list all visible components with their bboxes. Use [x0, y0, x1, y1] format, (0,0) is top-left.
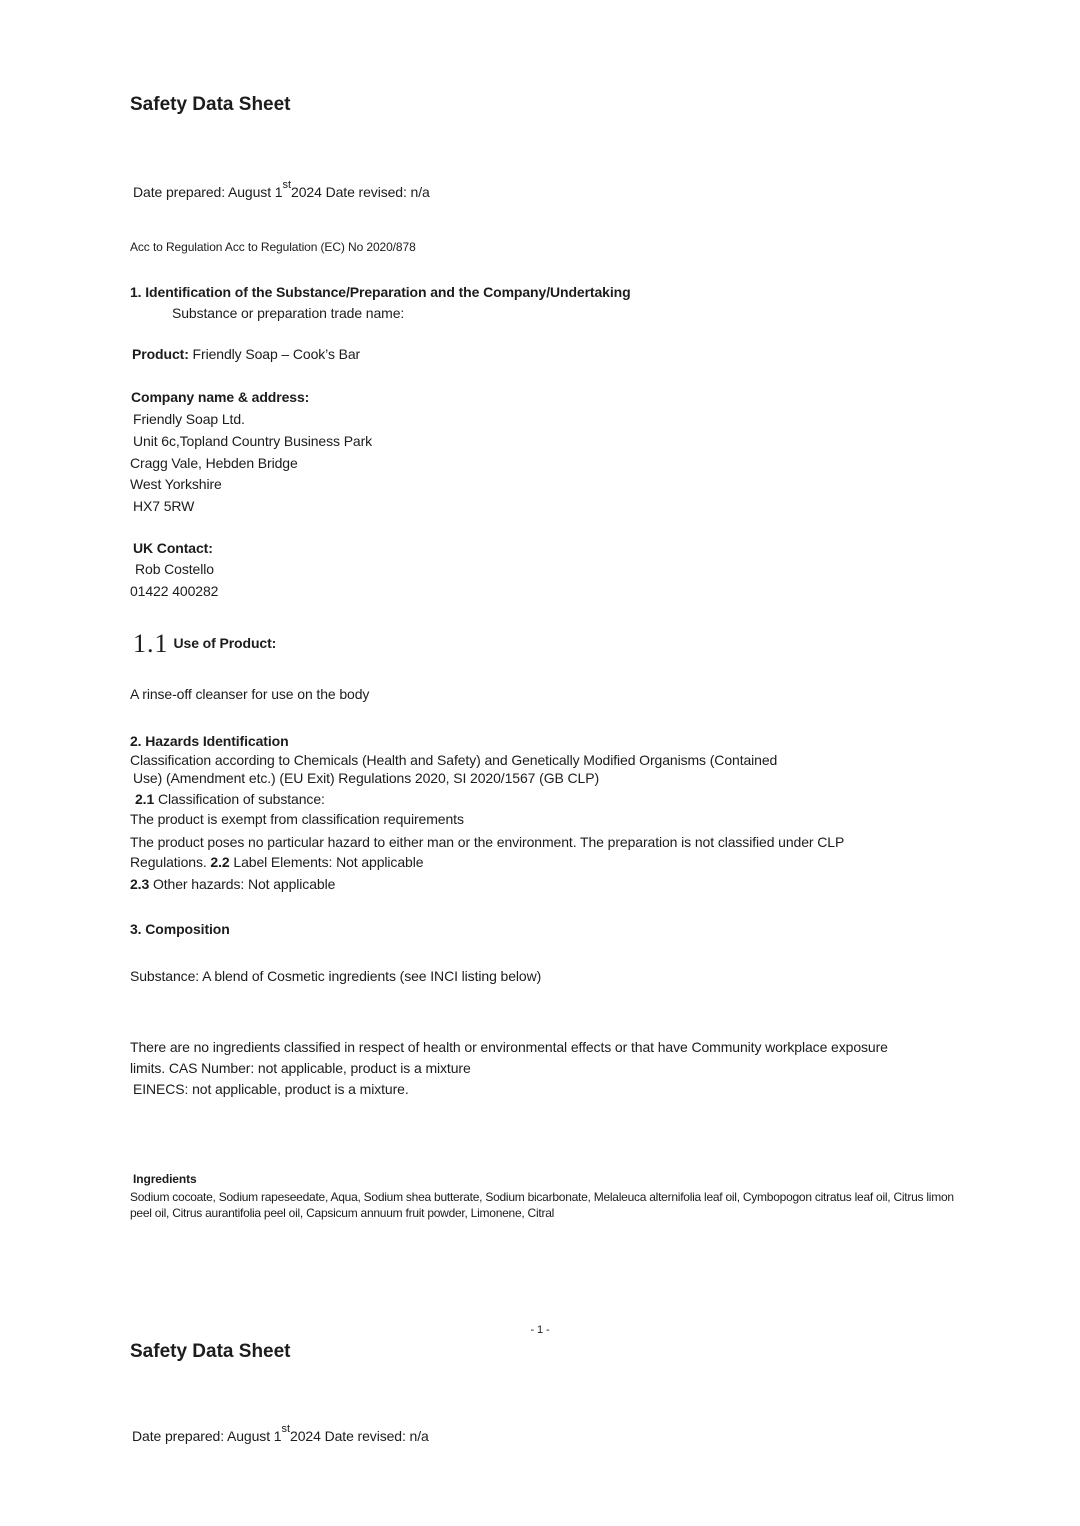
exempt-line: The product is exempt from classification requirements: [130, 811, 464, 827]
subsection-1-1-line: [133, 631, 276, 657]
trade-name-line: Substance or preparation trade name:: [172, 305, 405, 321]
no-classified-line-1: There are no ingredients classified in respect of health or environmental effects or that have Community workplace exposure: [130, 1039, 888, 1055]
section3-heading: 3. Composition: [130, 921, 230, 937]
product-line: [132, 346, 360, 364]
contact-phone: 01422 400282: [130, 583, 219, 599]
ingredients-line-2: peel oil, Citrus aurantifolia peel oil, Capsicum annuum fruit powder, Limonene, Citral: [130, 1206, 555, 1220]
subsection-2-3-text: Other hazards: Not applicable: [149, 876, 336, 892]
product-label: Product:: [132, 346, 189, 362]
subsection-2-1-number: 2.1: [135, 791, 155, 807]
address-line-2: Unit 6c,Topland Country Business Park: [133, 433, 373, 449]
doc-title-page2: Safety Data Sheet: [130, 1341, 291, 1362]
no-classified-line-2: limits. CAS Number: not applicable, product is a mixture: [130, 1060, 471, 1076]
ingredients-line-1: Sodium cocoate, Sodium rapeseedate, Aqua, Sodium shea butterate, Sodium bicarbonate, Melaleuca alternifolia leaf oil, Cymbopogon citratus leaf oil, Citrus limon: [130, 1190, 954, 1204]
company-heading: Company name & address:: [131, 389, 310, 405]
subsection-2-1-text: Classification of substance:: [154, 791, 325, 807]
product-value: Friendly Soap – Cook’s Bar: [188, 346, 361, 362]
uk-contact-heading: UK Contact:: [133, 540, 213, 556]
classification-line-2: Use) (Amendment etc.) (EU Exit) Regulations 2020, SI 2020/1567 (GB CLP): [133, 770, 600, 786]
subsection-2-2-number: 2.2: [210, 854, 230, 870]
date-superscript: st: [282, 179, 292, 191]
address-line-5: HX7 5RW: [133, 498, 195, 514]
date-superscript-page2: st: [281, 1423, 291, 1435]
subsection-2-1-line: [135, 791, 325, 809]
substance-line: Substance: A blend of Cosmetic ingredients (see INCI listing below): [130, 968, 542, 984]
hazard-line-2-prefix: Regulations.: [130, 854, 211, 870]
contact-name: Rob Costello: [135, 561, 214, 577]
date-prepared-line: [133, 179, 430, 202]
subsection-label: Use of Product:: [173, 635, 277, 651]
ingredients-heading: Ingredients: [133, 1172, 197, 1186]
regulation-line: Acc to Regulation Acc to Regulation (EC) No 2020/878: [130, 240, 416, 254]
date-prepared-suffix-page2: 2024 Date revised: n/a: [290, 1428, 429, 1444]
date-prepared-prefix-page2: Date prepared: August 1: [132, 1428, 282, 1444]
date-prepared-prefix: Date prepared: August 1: [133, 184, 283, 200]
page-number: - 1 -: [530, 1324, 550, 1336]
subsection-2-2-text: Label Elements: Not applicable: [229, 854, 424, 870]
subsection-2-3-number: 2.3: [130, 876, 150, 892]
classification-line-1: Classification according to Chemicals (Health and Safety) and Genetically Modified Organisms (Contained: [130, 752, 778, 768]
subsection-2-3-line: [130, 876, 335, 894]
address-line-4: West Yorkshire: [130, 476, 222, 492]
doc-title: Safety Data Sheet: [130, 94, 291, 115]
hazard-line-2: [130, 854, 423, 872]
section2-heading: 2. Hazards Identification: [130, 733, 289, 749]
section1-heading: 1. Identification of the Substance/Preparation and the Company/Undertaking: [130, 284, 631, 300]
subsection-number: 1.1: [133, 629, 169, 658]
date-prepared-line-page2: [132, 1423, 429, 1446]
hazard-line-1: The product poses no particular hazard to either man or the environment. The preparation is not classified under CLP: [130, 834, 845, 850]
use-of-product-text: A rinse-off cleanser for use on the body: [130, 686, 370, 702]
date-prepared-suffix: 2024 Date revised: n/a: [291, 184, 430, 200]
address-line-3: Cragg Vale, Hebden Bridge: [130, 455, 298, 471]
einecs-line: EINECS: not applicable, product is a mixture.: [133, 1081, 409, 1097]
address-line-1: Friendly Soap Ltd.: [133, 411, 245, 427]
